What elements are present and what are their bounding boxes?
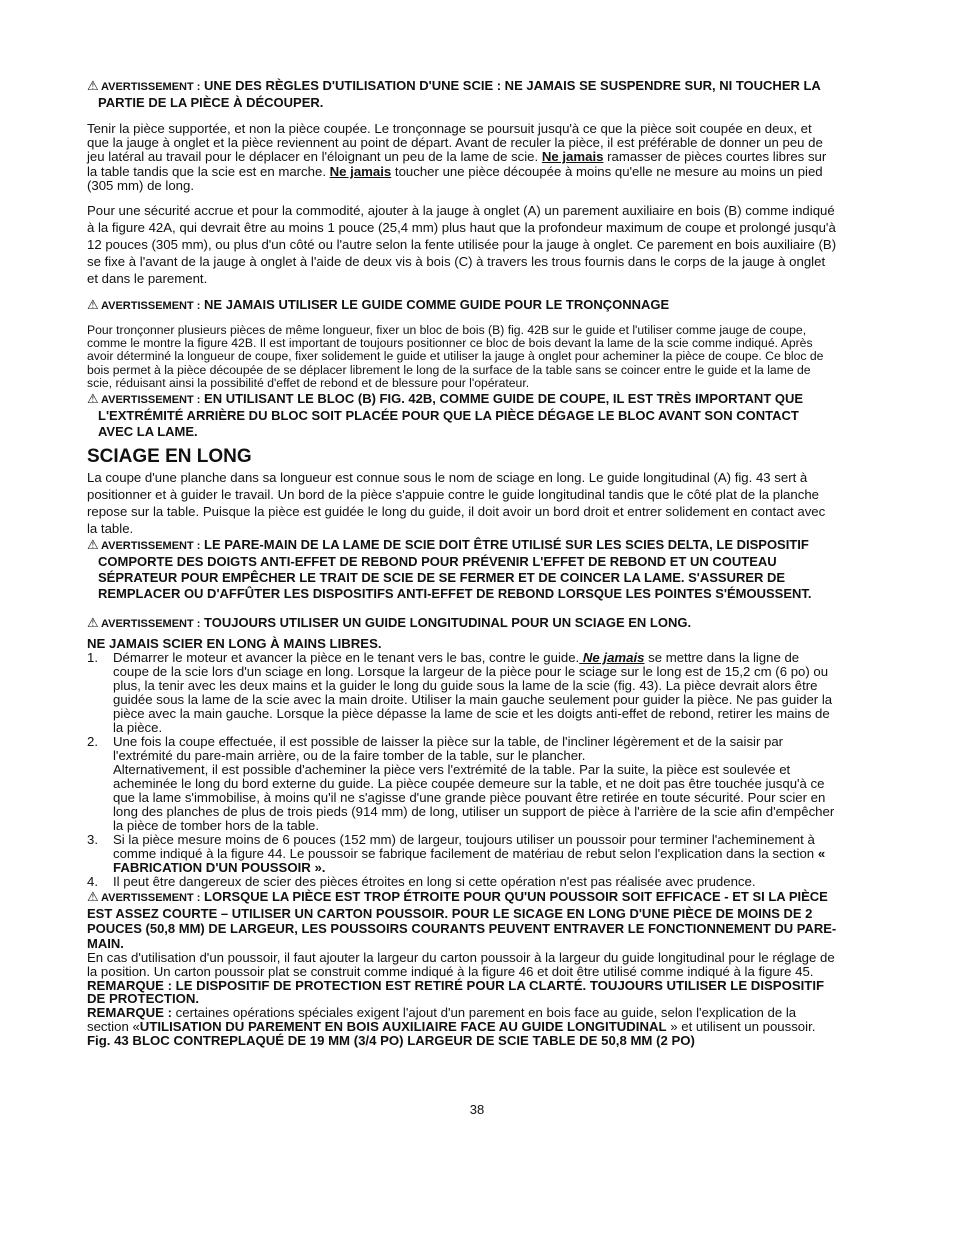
- paragraph-note: REMARQUE : certaines opérations spéciales exigent l'ajout d'un parement en bois face au guide, selon l'explication de la section «UTILISATION DU PAREMENT EN BOIS AUXILIAIRE FACE AU GUIDE LONGITUDINAL » et utilisent un poussoir. Fig. 43 BLOC CONTREPLAQUÉ DE 19 MM (3/4 PO) LARGEUR DE SCIE TABLE DE 50,8 MM (2 PO): [87, 1005, 816, 1048]
- warning-label: AVERTISSEMENT :: [101, 81, 201, 93]
- list-item: 1. Démarrer le moteur et avancer la pièce en le tenant vers le bas, contre le guide. Ne jamais se mettre dans la ligne de coupe de la scie lors d'un sciage en long. Lorsque la largeur de la pièce pour le sciage sur le long est de 15,2 cm (6 po) ou plus, la tenir avec les deux mains et la guider le long du guide sous la lame de la scie (fig. 43). La pièce devrait alors être guidée sous la lame de la scie avec la main droite. Utiliser la main gauche seulement pour guider la pièce. Ne pas guider la pièce avec la main gauche. Lorsque la pièce dépasse la lame de scie et les doigts anti-effet de rebond, retirer les mains de la pièce.: [87, 650, 833, 736]
- warning-triangle-icon: ⚠: [87, 391, 99, 407]
- page-number: 38: [469, 1102, 485, 1117]
- list-item: 4. Il peut être dangereux de scier des pièces étroites en long si cette opération n'est pas réalisée avec prudence.: [87, 874, 756, 890]
- steps-list: [87, 651, 837, 889]
- warning-6: ⚠ AVERTISSEMENT : LORSQUE LA PIÈCE EST TROP ÉTROITE POUR QU'UN POUSSOIR SOIT EFFICACE - ET SI LA PIÈCE EST ASSEZ COURTE – UTILISER UN CARTON POUSSOIR. POUR LE SICAGE EN LONG D'UNE PIÈCE DE MOINS DE 2 POUCES (50,8 MM) DE LARGEUR, LES POUSSOIRS COURANTS PEUVENT ENTRAVER LE FONCTIONNEMENT DU PARE-MAIN.: [87, 889, 837, 952]
- list-item: 3. Si la pièce mesure moins de 6 pouces (152 mm) de largeur, toujours utiliser un poussoir pour terminer l'acheminement à comme indiqué à la figure 44. Le poussoir se fabrique facilement de matériau de rebut selon l'explication dans la section « FABRICATION D'UN POUSSOIR ».: [87, 832, 826, 876]
- warning-1: [87, 78, 837, 111]
- warning-5: ⚠ AVERTISSEMENT : TOUJOURS UTILISER UN GUIDE LONGITUDINAL POUR UN SCIAGE EN LONG.: [87, 615, 692, 631]
- warning-2: ⚠ AVERTISSEMENT : NE JAMAIS UTILISER LE GUIDE COMME GUIDE POUR LE TRONÇONNAGE: [87, 297, 670, 313]
- warning-4: ⚠ AVERTISSEMENT : LE PARE-MAIN DE LA LAME DE SCIE DOIT ÊTRE UTILISÉ SUR LES SCIES DELTA, LE DISPOSITIF COMPORTE DES DOIGTS ANTI-EFFET DE REBOND POUR PRÉVENIR L'EFFET DE REBOND ET UN COUTEAU SÉPRATEUR POUR EMPÊCHER LE TRAIT DE SCIE DE SE FERMER ET DE COINCER LA LAME. S'ASSURER DE REMPLACER OU D'AFFÛTER LES DISPOSITIFS ANTI-EFFET DE REBOND LORSQUE LES POINTES S'ÉMOUSSENT.: [87, 537, 812, 602]
- warning-triangle-icon: ⚠: [87, 537, 99, 553]
- paragraph-repeat-cuts: Pour tronçonner plusieurs pièces de même longueur, fixer un bloc de bois (B) fig. 42B sur le guide et l'utiliser comme jauge de coupe, comme le montre la figure 42B. Il est important de toujours positionner ce bloc de bois devant la lame de la scie comme indiqué. Après avoir déterminé la longueur de coupe, fixer solidement le guide et utiliser la jauge à onglet pour acheminer la pièce de coupe. Ce bloc de bois permet à la pièce découpée de se déplacer librement le long de la surface de la table sans se coincer entre le guide et la lame de scie, réduisant ainsi la possibilité d'effet de rebond et de blessure pour l'opérateur.: [87, 323, 824, 390]
- paragraph-push-board: En cas d'utilisation d'un poussoir, il faut ajouter la largeur du carton poussoir à la largeur du guide longitudinal pour le réglage de la position. Un carton poussoir plat se construit comme indiqué à la figure 46 et doit être utilisé comme indiqué à la figure 45. REMARQUE : LE DISPOSITIF DE PROTECTION EST RETIRÉ POUR LA CLARTÉ. TOUJOURS UTILISER LE DISPOSITIF DE PROTECTION.: [87, 950, 835, 1007]
- warning-triangle-icon: ⚠: [87, 78, 99, 93]
- paragraph-ripping: La coupe d'une planche dans sa longueur est connue sous le nom de sciage en long. Le guide longitudinal (A) fig. 43 sert à positionner et à guider le travail. Un bord de la pièce s'appuie contre le guide longitudinal tandis que le côté plat de la planche repose sur la table. Puisque la pièce est guidée le long du guide, il doit avoir un bord droit et entrer solidement en contact avec la table.: [87, 470, 826, 537]
- warning-triangle-icon: ⚠: [87, 297, 99, 313]
- document-page: [87, 78, 837, 1048]
- figure-caption: Fig. 43 BLOC CONTREPLAQUÉ DE 19 MM (3/4 PO) LARGEUR DE SCIE TABLE DE 50,8 MM (2 PO): [87, 1032, 695, 1048]
- list-item: 2. Une fois la coupe effectuée, il est possible de laisser la pièce sur la table, de l'incliner légèrement et de la saisir par l'extrémité du pare-main arrière, ou de la faire tomber de la table, sur le plancher. Alternativement, il est possible d'acheminer la pièce vers l'extrémité de la table. Par la suite, la pièce est soulevée et acheminée le long du bord externe du guide. La pièce coupée demeure sur la table, et ne doit pas être touchée jusqu'à ce que la lame s'immobilise, à moins qu'il ne s'agisse d'une grande pièce pouvant être retirée en toute sécurité. Pour scier en long des planches de plus de trois pieds (914 mm) de long, utiliser un support de pièce à l'arrière de la scie afin d'empêcher la pièce de tomber hors de la table.: [87, 734, 835, 834]
- warning-triangle-icon: ⚠: [87, 889, 99, 905]
- warning-text: UNE DES RÈGLES D'UTILISATION D'UNE SCIE : NE JAMAIS SE SUSPENDRE SUR, NI TOUCHER LA PARTIE DE LA PIÈCE À DÉCOUPER.: [98, 78, 821, 110]
- subheading-freehand: NE JAMAIS SCIER EN LONG À MAINS LIBRES.: [87, 636, 382, 652]
- paragraph-auxiliary-facing: Pour une sécurité accrue et pour la commodité, ajouter à la jauge à onglet (A) un parement auxiliaire en bois (B) comme indiqué à la figure 42A, qui devrait être au moins 1 pouce (25,4 mm) plus haut que la profondeur maximum de coupe et prolongé jusqu'à 12 pouces (305 mm), ou plus d'un côté ou l'autre selon la fente utilisée pour la jauge à onglet. Ce parement en bois auxiliaire (B) se fixe à l'avant de la jauge à onglet à l'aide de deux vis à bois (C) à travers les trous fournis dans le corps de la jauge à onglet et dans le parement.: [87, 203, 837, 287]
- warning-triangle-icon: ⚠: [87, 615, 99, 631]
- paragraph-crosscut: Tenir la pièce supportée, et non la pièce coupée. Le tronçonnage se poursuit jusqu'à ce que la pièce soit coupée en deux, et que la jauge à onglet et la pièce reviennent au point de départ. Avant de reculer la pièce, il est préférable de donner un peu de jeu latéral au travail pour le déplacer en l'éloignant un peu de la lame de scie. Ne jamais ramasser de pièces courtes libres sur la table tandis que la scie est en marche. Ne jamais toucher une pièce découpée à moins qu'elle ne mesure au moins un pied (305 mm) de long.: [87, 121, 827, 193]
- warning-3: ⚠ AVERTISSEMENT : EN UTILISANT LE BLOC (B) FIG. 42B, COMME GUIDE DE COUPE, IL EST TRÈS IMPORTANT QUE L'EXTRÉMITÉ ARRIÈRE DU BLOC SOIT PLACÉE POUR QUE LA PIÈCE DÉGAGE LE BLOC AVANT SON CONTACT AVEC LA LAME.: [87, 391, 804, 440]
- section-title: SCIAGE EN LONG: [87, 446, 252, 468]
